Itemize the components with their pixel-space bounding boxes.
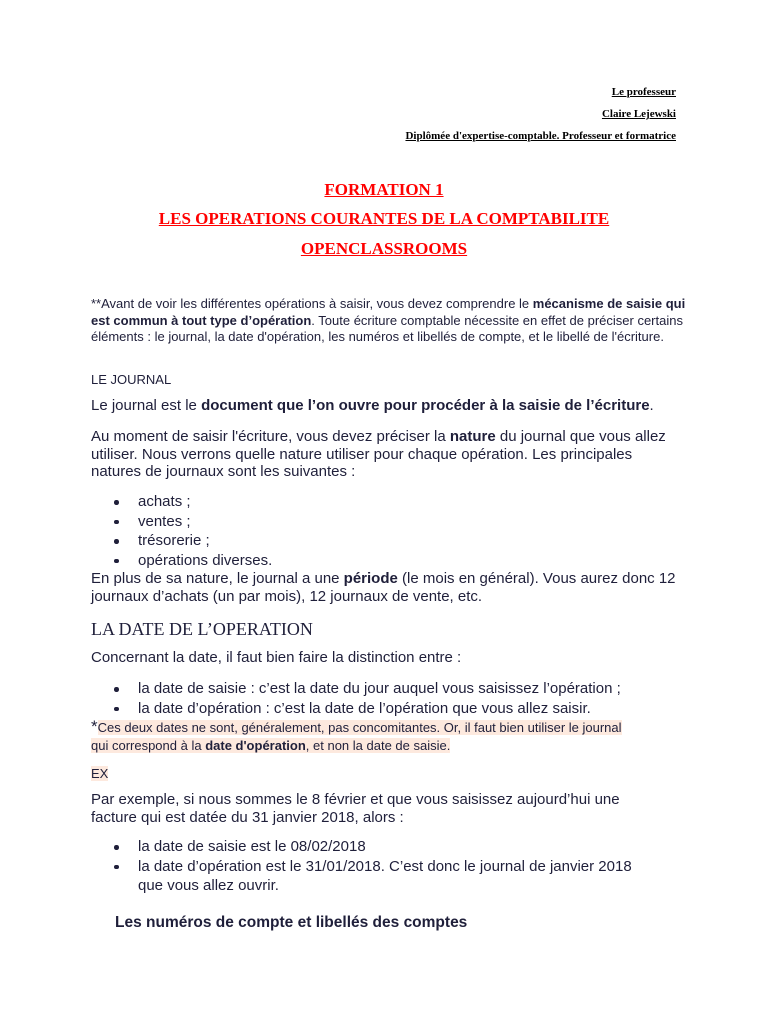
journal-def-text-2: . <box>649 397 654 414</box>
intro-text-2: . Toute écriture comptable nécessite en effet de préciser certains éléments : le journal, la date d'opération, les numéros et libellés de compte, et le libellé de l'écriture. <box>91 312 683 344</box>
date-heading: LA DATE DE L’OPERATION <box>91 619 313 639</box>
list-item: opérations diverses. <box>91 551 691 571</box>
bullet-icon <box>114 865 119 870</box>
note-bold: date d'opération <box>205 738 306 753</box>
journal-def-bold: document que l’on ouvre pour procéder à la saisie de l’écriture <box>201 397 650 414</box>
list-item: ventes ; <box>91 512 691 532</box>
list-item: la date de saisie est le 08/02/2018 <box>91 837 691 857</box>
note-text-3: , et non la date de saisie. <box>305 738 451 753</box>
list-item: achats ; <box>91 492 691 512</box>
list-item: la date d’opération est le 31/01/2018. C’est donc le journal de janvier 2018 <box>91 857 691 877</box>
bullet-icon <box>114 845 119 850</box>
period-text-2: (le mois en général). Vous aurez donc 12 journaux d’achats (un par mois), 12 journaux de vente, etc. <box>91 570 676 605</box>
author-role: Le professeur <box>611 86 676 98</box>
ex-label-container <box>91 766 691 783</box>
list-item: la date de saisie : c’est la date du jour auquel vous saisissez l’opération ; <box>91 679 691 699</box>
journal-nature-list <box>91 492 691 570</box>
date-intro: Concernant la date, il faut bien faire la distinction entre : <box>91 649 462 666</box>
bullet-icon <box>114 687 119 692</box>
nature-text-1: Au moment de saisir l'écriture, vous devez préciser la <box>91 428 450 445</box>
note-text-2: qui correspond à la <box>91 738 206 753</box>
intro-text-1: **Avant de voir les différentes opérations à saisir, vous devez comprendre le <box>91 296 533 311</box>
author-name: Claire Lejewski <box>601 108 676 120</box>
bullet-icon <box>114 500 119 505</box>
journal-nature-paragraph <box>91 428 683 481</box>
bullet-icon <box>114 520 119 525</box>
period-text-1: En plus de sa nature, le journal a une <box>91 570 344 587</box>
example-list <box>91 837 691 896</box>
author-credentials: Diplômée d'expertise-comptable. Professeur et formatrice <box>405 130 676 142</box>
journal-def-text-1: Le journal est le <box>91 397 202 414</box>
bullet-icon <box>114 707 119 712</box>
ex-label: EX <box>91 766 109 781</box>
title-operations: LES OPERATIONS COURANTES DE LA COMPTABILITE <box>158 209 610 228</box>
date-list <box>91 679 691 718</box>
bullet-icon <box>114 559 119 564</box>
title-formation: FORMATION 1 <box>324 180 444 199</box>
title-openclassrooms: OPENCLASSROOMS <box>300 239 468 258</box>
list-item: trésorerie ; <box>91 531 691 551</box>
intro-bold: mécanisme de saisie qui est commun à tout type d’opération <box>91 296 686 328</box>
intro-paragraph <box>91 296 687 346</box>
date-note <box>91 718 691 755</box>
list-item: la date d’opération : c’est la date de l’opération que vous allez saisir. <box>91 699 691 719</box>
journal-definition <box>91 397 691 415</box>
nature-text-2: du journal que vous allez utiliser. Nous verrons quelle nature utiliser pour chaque opération. Les principales natures de journaux sont les suivantes : <box>91 428 666 480</box>
note-star: * <box>91 717 98 736</box>
example-paragraph: Par exemple, si nous sommes le 8 février et que vous saisissez aujourd’hui une facture qui est datée du 31 janvier 2018, alors : <box>91 791 620 826</box>
journal-period-paragraph <box>91 570 683 605</box>
note-text-1: Ces deux dates ne sont, généralement, pas concomitantes. Or, il faut bien utiliser le journal <box>97 720 622 735</box>
bullet-icon <box>114 539 119 544</box>
accounts-heading: Les numéros de compte et libellés des comptes <box>115 914 468 931</box>
journal-heading: LE JOURNAL <box>91 372 172 387</box>
list-item-continuation: que vous allez ouvrir. <box>138 877 279 894</box>
nature-bold: nature <box>449 428 496 445</box>
period-bold: période <box>343 570 398 587</box>
